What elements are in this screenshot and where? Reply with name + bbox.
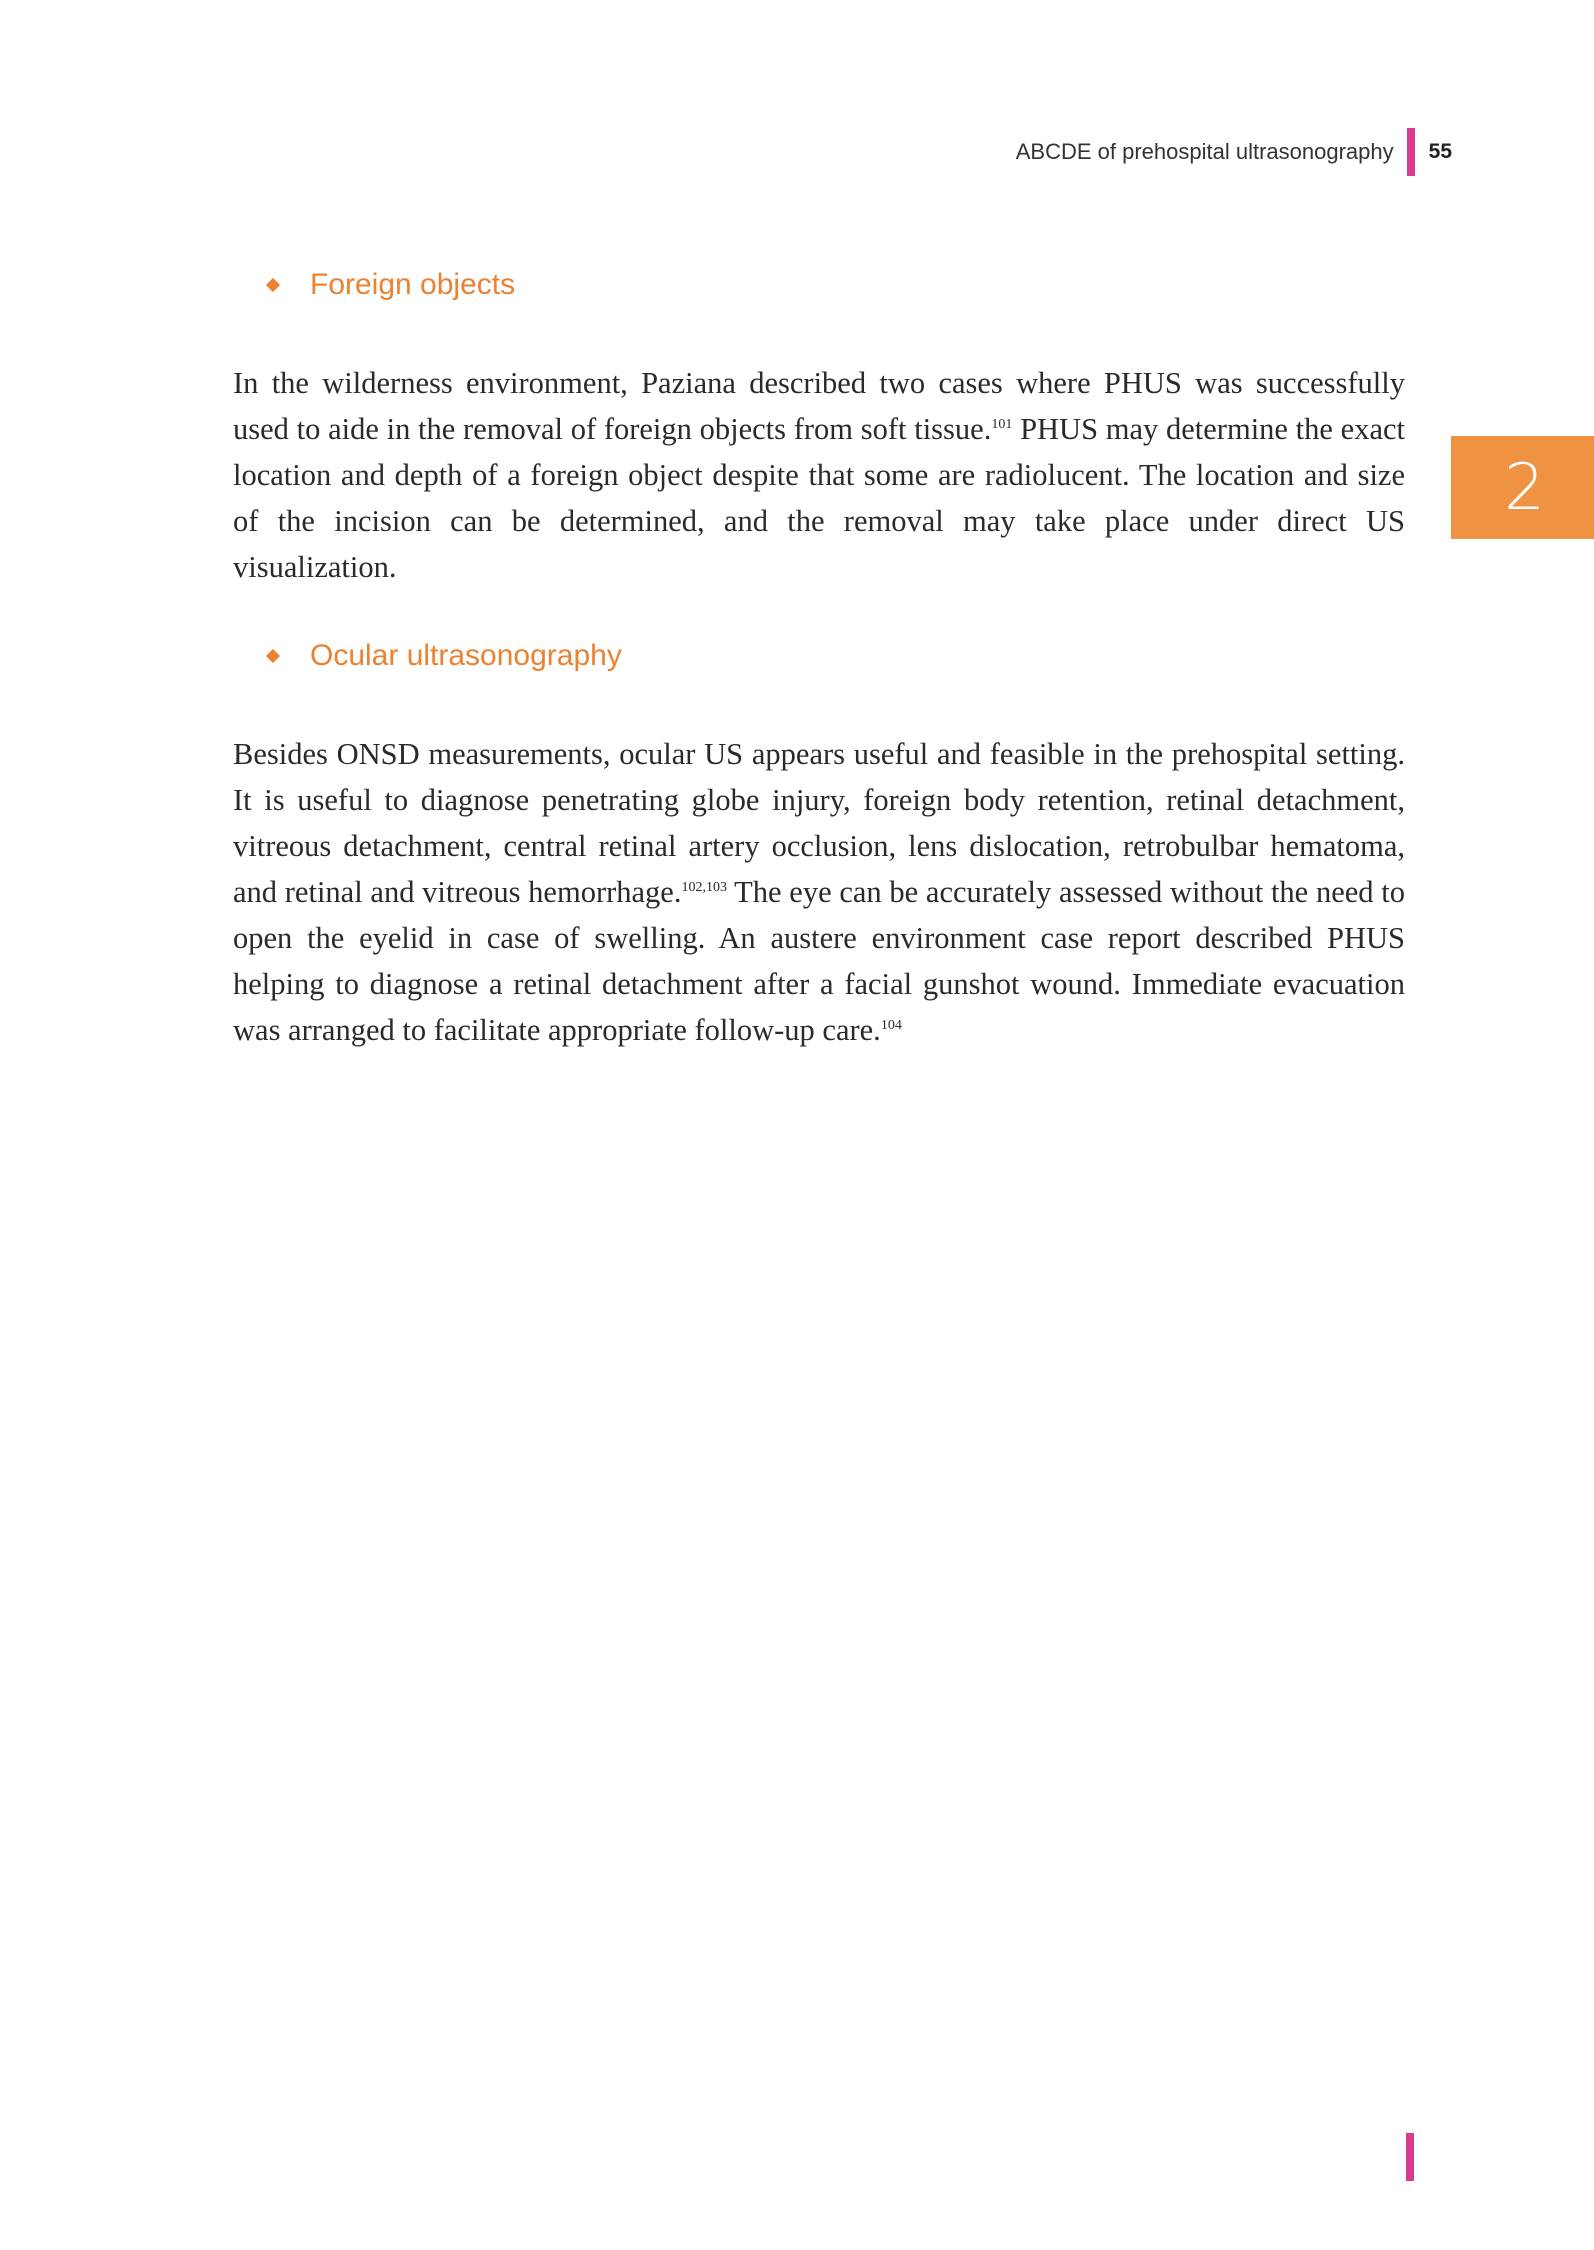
citation-reference: 104: [880, 1017, 902, 1033]
paragraph-ocular-ultrasonography: [233, 731, 1405, 1053]
diamond-bullet-icon: [266, 649, 280, 663]
paragraph-text: In the wilderness environment, Paziana described two cases where PHUS was successfully used to aide in the removal of foreign objects from soft tissue.: [233, 366, 1405, 446]
chapter-tab: 2: [1451, 436, 1594, 539]
paragraph-foreign-objects: [233, 360, 1405, 590]
section-heading-text: Ocular ultrasonography: [310, 639, 622, 672]
citation-reference: 102,103: [681, 879, 727, 895]
paragraph-text: Besides ONSD measurements, ocular US appears useful and feasible in the prehospital setting. It is useful to diagnose penetrating globe injury, foreign body retention, retinal detachment, vitreous detachment, central retinal artery occlusion, lens dislocation, retrobulbar hematoma, and retinal and vitreous hemorrhage.: [233, 737, 1405, 909]
section-heading-text: Foreign objects: [310, 268, 516, 301]
paragraph-text: PHUS may determine the exact location and depth of a foreign object despite that some are radiolucent. The location and size of the incision can be determined, and the removal may take place under direct US visualization.: [233, 412, 1405, 584]
running-header: [1016, 128, 1452, 176]
running-title: ABCDE of prehospital ultrasonography: [1015, 139, 1394, 164]
header-accent-bar: [1407, 128, 1415, 176]
footer-accent-bar: [1406, 2133, 1414, 2181]
section-heading-foreign-objects: [268, 268, 515, 302]
section-heading-ocular-ultrasonography: [268, 639, 622, 673]
citation-reference: 101: [991, 416, 1013, 432]
paragraph-text: The eye can be accurately assessed without the need to open the eyelid in case of swelling. An austere environment case report described PHUS helping to diagnose a retinal detachment after a facial gunshot wound. Immediate evacuation was arranged to facilitate appropriate follow-up care.: [233, 875, 1405, 1047]
diamond-bullet-icon: [266, 278, 280, 292]
page-number: 55: [1428, 140, 1452, 163]
